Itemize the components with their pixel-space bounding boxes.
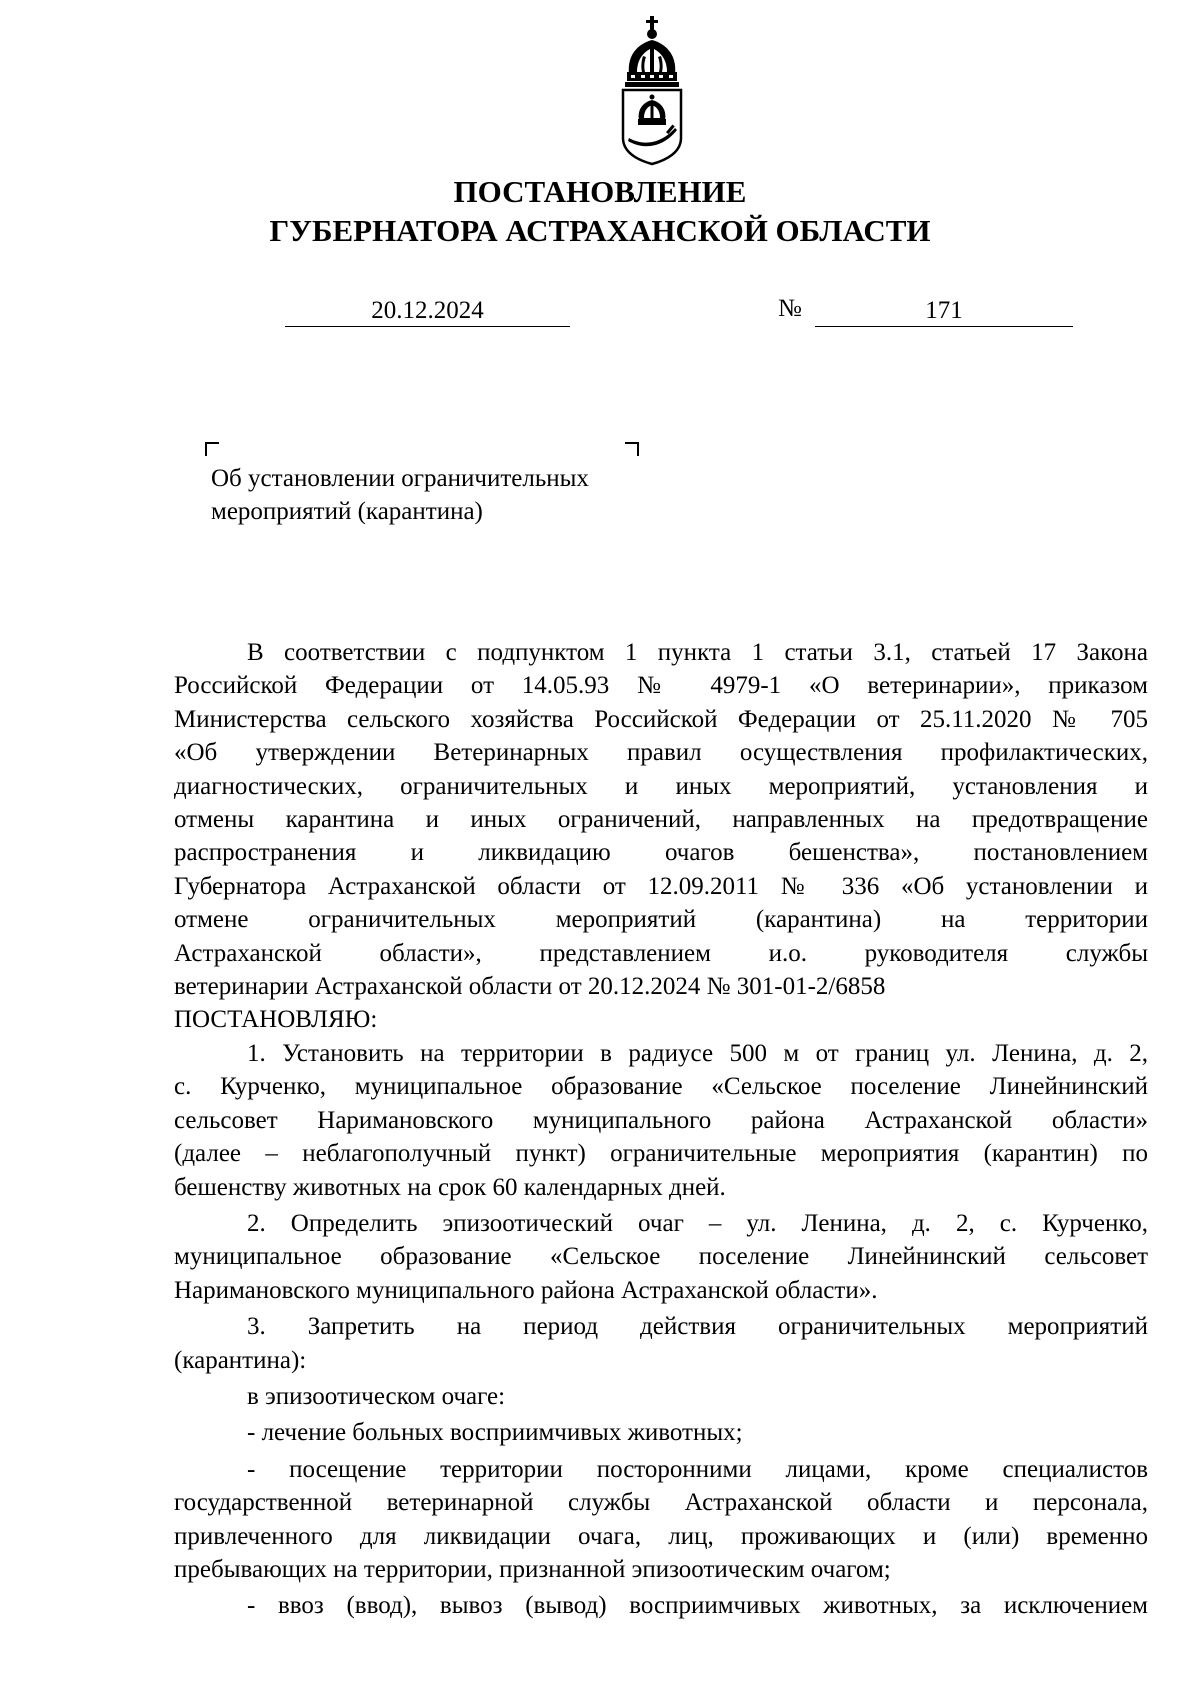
preamble-line: «Об утверждении Ветеринарных правил осуществления профилактических, [174, 739, 1148, 767]
focus-heading: в эпизоотическом очаге: [247, 1382, 506, 1410]
subject-bracket-left [205, 442, 219, 456]
subject-line: Об установлении ограничительных [211, 465, 589, 492]
astrakhan-coat-of-arms-icon [617, 16, 687, 166]
preamble-line: Астраханской области», представлением и.о. руководителя службы [174, 939, 1148, 967]
preamble-line: отмены карантина и иных ограничений, направленных на предотвращение [174, 806, 1148, 834]
document-number: 171 [815, 296, 1073, 327]
preamble-line: Российской Федерации от 14.05.93 № 4979-1 «О ветеринарии», приказом [174, 672, 1148, 700]
bullet-line: - посещение территории посторонними лицами, кроме специалистов [247, 1455, 1148, 1483]
bullet-line: государственной ветеринарной службы Астраханской области и персонала, [174, 1489, 1148, 1517]
number-sign: № [778, 295, 802, 322]
bullet-line: - ввоз (ввод), вывоз (вывод) восприимчивых животных, за исключением [247, 1592, 1148, 1620]
item-3-line: (карантина): [174, 1346, 307, 1374]
preamble-line: распространения и ликвидацию очагов бешенства», постановлением [174, 839, 1148, 867]
bullet-line: пребывающих на территории, признанной эпизоотическим очагом; [174, 1555, 891, 1583]
document-type-title: ПОСТАНОВЛЕНИЕ [453, 174, 747, 209]
document-date: 20.12.2024 [285, 296, 570, 327]
item-1-line: с. Курченко, муниципальное образование «Сельское поселение Линейнинский [174, 1073, 1148, 1101]
item-3-line: 3. Запретить на период действия ограничительных мероприятий [247, 1313, 1148, 1341]
preamble-line: отмене ограничительных мероприятий (карантина) на территории [174, 906, 1148, 934]
item-2-line: муниципальное образование «Сельское поселение Линейнинский сельсовет [174, 1243, 1148, 1271]
preamble-line: Губернатора Астраханской области от 12.09.2011 № 336 «Об установлении и [174, 872, 1148, 900]
item-1-line: 1. Установить на территории в радиусе 500 м от границ ул. Ленина, д. 2, [247, 1039, 1148, 1067]
item-1-line: сельсовет Наримановского муниципального района Астраханской области» [174, 1106, 1148, 1134]
preamble-line: ветеринарии Астраханской области от 20.12.2024 № 301-01-2/6858 [174, 973, 886, 1001]
item-1-line: (далее – неблагополучный пункт) ограничительные мероприятия (карантин) по [174, 1140, 1148, 1168]
preamble-line: Министерства сельского хозяйства Российской Федерации от 25.11.2020 № 705 [174, 705, 1148, 733]
subject-bracket-right [625, 442, 639, 456]
document-subject [211, 462, 651, 528]
issuer-title: ГУБЕРНАТОРА АСТРАХАНСКОЙ ОБЛАСТИ [269, 213, 931, 248]
preamble-line: В соответствии с подпунктом 1 пункта 1 статьи 3.1, статьей 17 Закона [247, 639, 1148, 666]
document-body [174, 636, 1148, 1623]
item-2-line: Наримановского муниципального района Астраханской области». [174, 1276, 878, 1304]
preamble-line: диагностических, ограничительных и иных мероприятий, установления и [174, 772, 1148, 800]
item-2-line: 2. Определить эпизоотический очаг – ул. Ленина, д. 2, с. Курченко, [247, 1209, 1148, 1237]
item-1-line: бешенству животных на срок 60 календарных дней. [174, 1173, 726, 1201]
bullet-line: привлеченного для ликвидации очага, лиц, проживающих и (или) временно [174, 1522, 1148, 1550]
bullet-line: - лечение больных восприимчивых животных; [247, 1419, 743, 1447]
decree-word: ПОСТАНОВЛЯЮ: [174, 1006, 378, 1034]
subject-line: мероприятий (карантина) [211, 498, 483, 525]
